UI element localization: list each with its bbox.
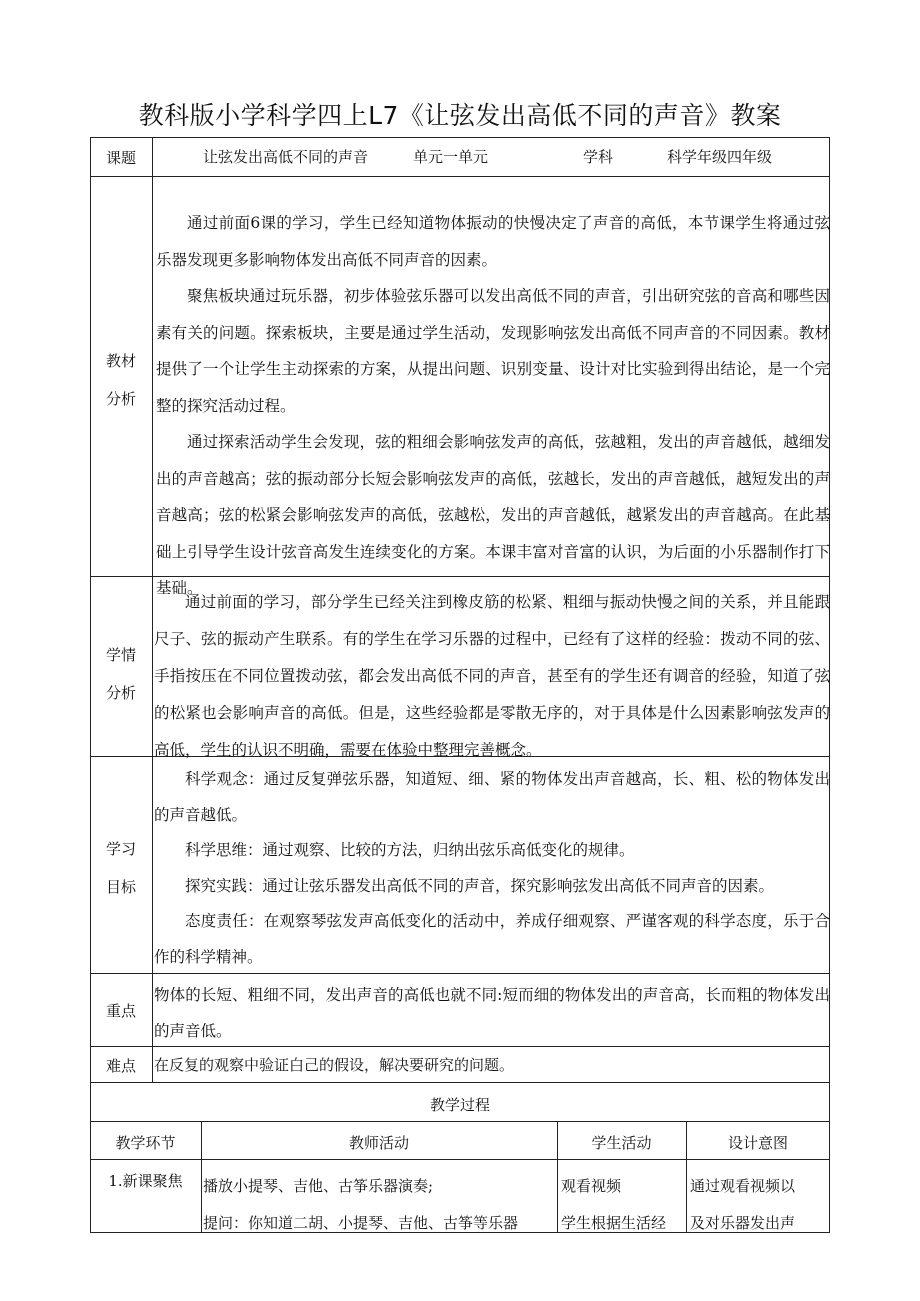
material-analysis-paragraph: 通过前面6课的学习，学生已经知道物体振动的快慢决定了声音的高低，本节课学生将通过弦乐器发现更多影响物体发出高低不同声音的因素。 bbox=[156, 214, 830, 269]
objectives-content bbox=[154, 762, 830, 975]
material-analysis-label-line2: 分析 bbox=[105, 390, 136, 408]
objectives-label-line2: 目标 bbox=[105, 878, 136, 896]
objectives-label bbox=[90, 830, 152, 906]
student-analysis-label bbox=[90, 636, 152, 712]
process-title: 教学过程 bbox=[429, 1096, 490, 1114]
objectives-label-line1: 学习 bbox=[105, 840, 136, 858]
header-teacher-activity: 教师活动 bbox=[348, 1134, 409, 1152]
key-point-text: 物体的长短、粗细不同，发出声音的高低也就不同:短而细的物体发出的声音高，长而粗的物体发出的声音低。 bbox=[154, 986, 830, 1040]
student-analysis-label-line2: 分析 bbox=[105, 684, 136, 702]
stage-cell: 1.新课聚焦 bbox=[108, 1172, 183, 1190]
material-analysis-content bbox=[156, 205, 830, 607]
row-divider bbox=[90, 176, 830, 177]
design-intent-line: 及对乐器发出声 bbox=[690, 1214, 796, 1232]
subject-grade-value: 科学年级四年级 bbox=[667, 148, 773, 166]
difficulty-label: 难点 bbox=[105, 1057, 136, 1075]
student-analysis-paragraph: 通过前面的学习，部分学生已经关注到橡皮筋的松紧、粗细与振动快慢之间的关系，并且能跟尺子、弦的振动产生联系。有的学生在学习乐器的过程中，已经有了这样的经验：拨动不同的弦、手指按压在不同位置拨动弦，都会发出高低不同的声音，甚至有的学生还有调音的经验，知道了弦的松紧也会影响声音的高低。但是，这些经验都是零散无序的，对于具体是什么因素影响弦发声的高低，学生的认识不明确，需要在体验中整理完善概念。 bbox=[154, 593, 830, 759]
material-analysis-paragraph: 通过探索活动学生会发现，弦的粗细会影响弦发声的高低，弦越粗，发出的声音越低，越细发出的声音越高；弦的振动部分长短会影响弦发声的高低，弦越长，发出的声音越低，越短发出的声音越高；弦的松紧会影响弦发声的高低，弦越松，发出的声音越低，越紧发出的声音越高。在此基础上引导学生设计弦音高发生连续变化的方案。本课丰富对音富的认识，为后面的小乐器制作打下基础。 bbox=[156, 433, 830, 597]
header-stage: 教学环节 bbox=[115, 1134, 176, 1152]
student-activity-line: 观看视频 bbox=[561, 1177, 622, 1195]
page-title: 教科版小学科学四上L7《让弦发出高低不同的声音》教案 bbox=[138, 101, 782, 130]
objective-item: 科学观念：通过反复弹弦乐器，知道短、细、紧的物体发出声音越高，长、粗、松的物体发出的声音越低。 bbox=[154, 770, 830, 824]
material-analysis-paragraph: 聚焦板块通过玩乐器，初步体验弦乐器可以发出高低不同的声音，引出研究弦的音高和哪些因素有关的问题。探索板块，主要是通过学生活动，发现影响弦发出高低不同声音的不同因素。教材提供了一个让学生主动探索的方案，从提出问题、识别变量、设计对比实验到得出结论，是一个完整的探究活动过程。 bbox=[156, 287, 830, 415]
material-analysis-label bbox=[90, 342, 152, 418]
difficulty-text: 在反复的观察中验证白己的假设，解决要研究的问题。 bbox=[154, 1056, 515, 1074]
design-intent-line: 通过观看视频以 bbox=[690, 1177, 796, 1195]
student-activity-cell bbox=[561, 1168, 666, 1242]
header-student-activity: 学生活动 bbox=[591, 1134, 652, 1152]
topic-label: 课题 bbox=[105, 149, 136, 167]
student-analysis-content bbox=[154, 584, 830, 769]
header-design-intent: 设计意图 bbox=[727, 1134, 788, 1152]
subject-label: 学科 bbox=[583, 148, 614, 166]
material-analysis-label-line1: 教材 bbox=[105, 352, 136, 370]
objective-item: 科学思维：通过观察、比较的方法，归纳出弦乐高低变化的规律。 bbox=[185, 841, 635, 859]
key-point-content bbox=[154, 978, 830, 1049]
unit-value: 单元一单元 bbox=[413, 148, 489, 166]
teacher-activity-line: 播放小提琴、吉他、古筝乐器演奏; bbox=[203, 1177, 434, 1195]
objective-item: 态度责任：在观察琴弦发声高低变化的活动中，养成仔细观察、严谨客观的科学态度，乐于合作的科学精神。 bbox=[154, 912, 830, 966]
teacher-activity-line: 提问：你知道二胡、小提琴、吉他、古筝等乐器 bbox=[203, 1214, 519, 1232]
key-point-label: 重点 bbox=[105, 1002, 136, 1020]
teacher-activity-cell bbox=[203, 1168, 518, 1242]
objective-item: 探究实践：通过让弦乐器发出高低不同的声音，探究影响弦发出高低不同声音的因素。 bbox=[185, 876, 775, 895]
student-analysis-label-line1: 学情 bbox=[105, 646, 136, 664]
student-activity-line: 学生根据生活经 bbox=[561, 1214, 667, 1232]
design-intent-cell bbox=[690, 1168, 795, 1242]
topic-value: 让弦发出高低不同的声音 bbox=[203, 148, 369, 166]
table-column-divider bbox=[152, 137, 153, 1083]
